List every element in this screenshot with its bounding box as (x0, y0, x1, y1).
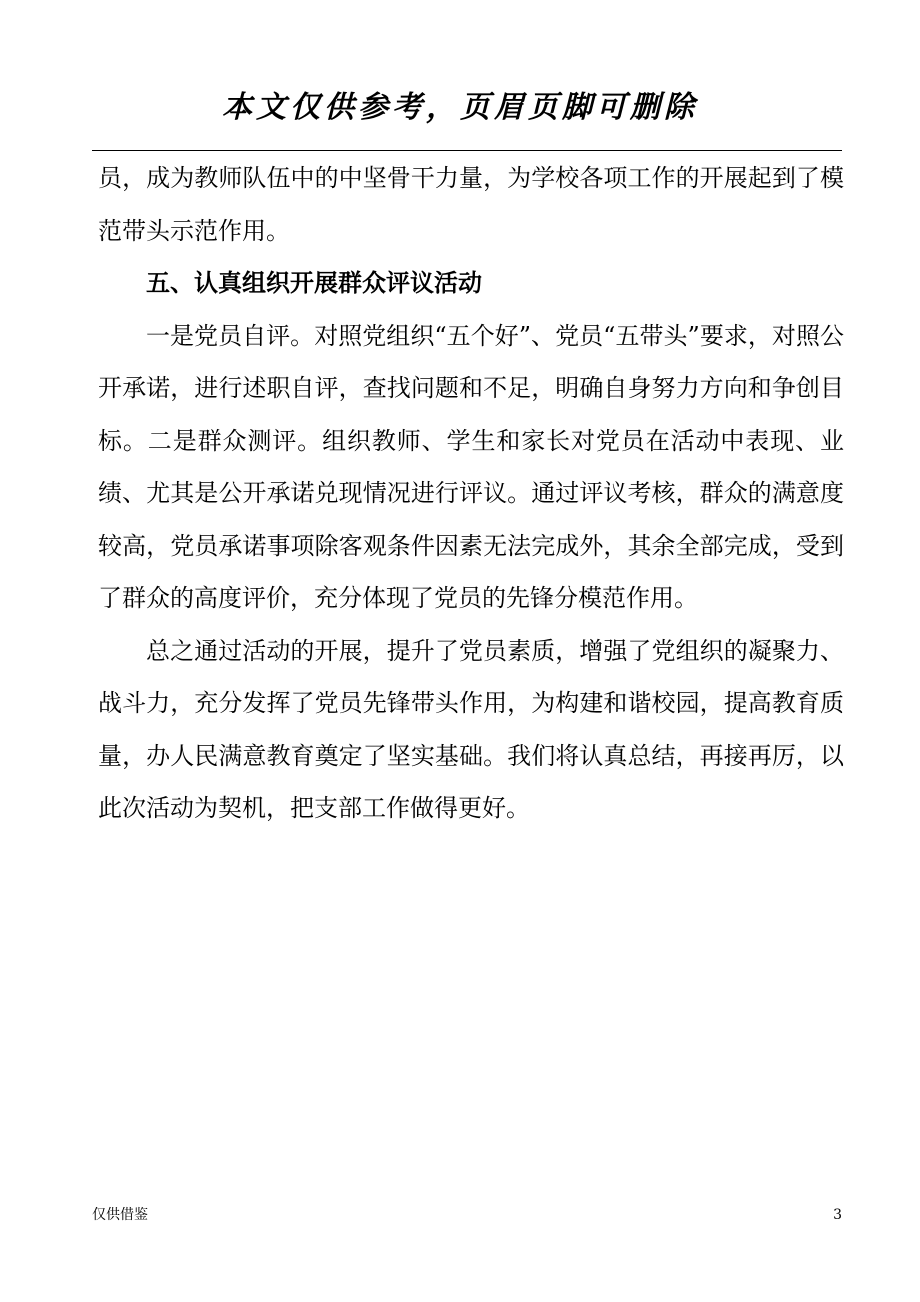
header-divider (92, 150, 842, 151)
paragraph-continuation: 员，成为教师队伍中的中坚骨干力量，为学校各项工作的开展起到了模范带头示范作用。 (98, 164, 844, 245)
document-body (98, 152, 844, 835)
footer-note: 仅供借鉴 (92, 1207, 148, 1223)
paragraph-evaluation: 一是党员自评。对照党组织“五个好”、党员“五带头”要求，对照公开承诺，进行述职自评，查找问题和不足，明确自身努力方向和争创目标。二是群众测评。组织教师、学生和家长对党员在活动中表现、业绩、尤其是公开承诺兑现情况进行评议。通过评议考核，群众的满意度较高，党员承诺事项除客观条件因素无法完成外，其余全部完成，受到了群众的高度评价，充分体现了党员的先锋分模范作用。 (98, 321, 844, 612)
section-heading: 五、认真组织开展群众评议活动 (146, 269, 482, 297)
page-number: 3 (833, 1207, 842, 1223)
page-header-title: 本文仅供参考，页眉页脚可删除 (222, 90, 698, 125)
paragraph-conclusion: 总之通过活动的开展，提升了党员素质，增强了党组织的凝聚力、战斗力，充分发挥了党员先锋带头作用，为构建和谐校园，提高教育质量，办人民满意教育奠定了坚实基础。我们将认真总结，再接再厉，以此次活动为契机，把支部工作做得更好。 (98, 636, 844, 822)
